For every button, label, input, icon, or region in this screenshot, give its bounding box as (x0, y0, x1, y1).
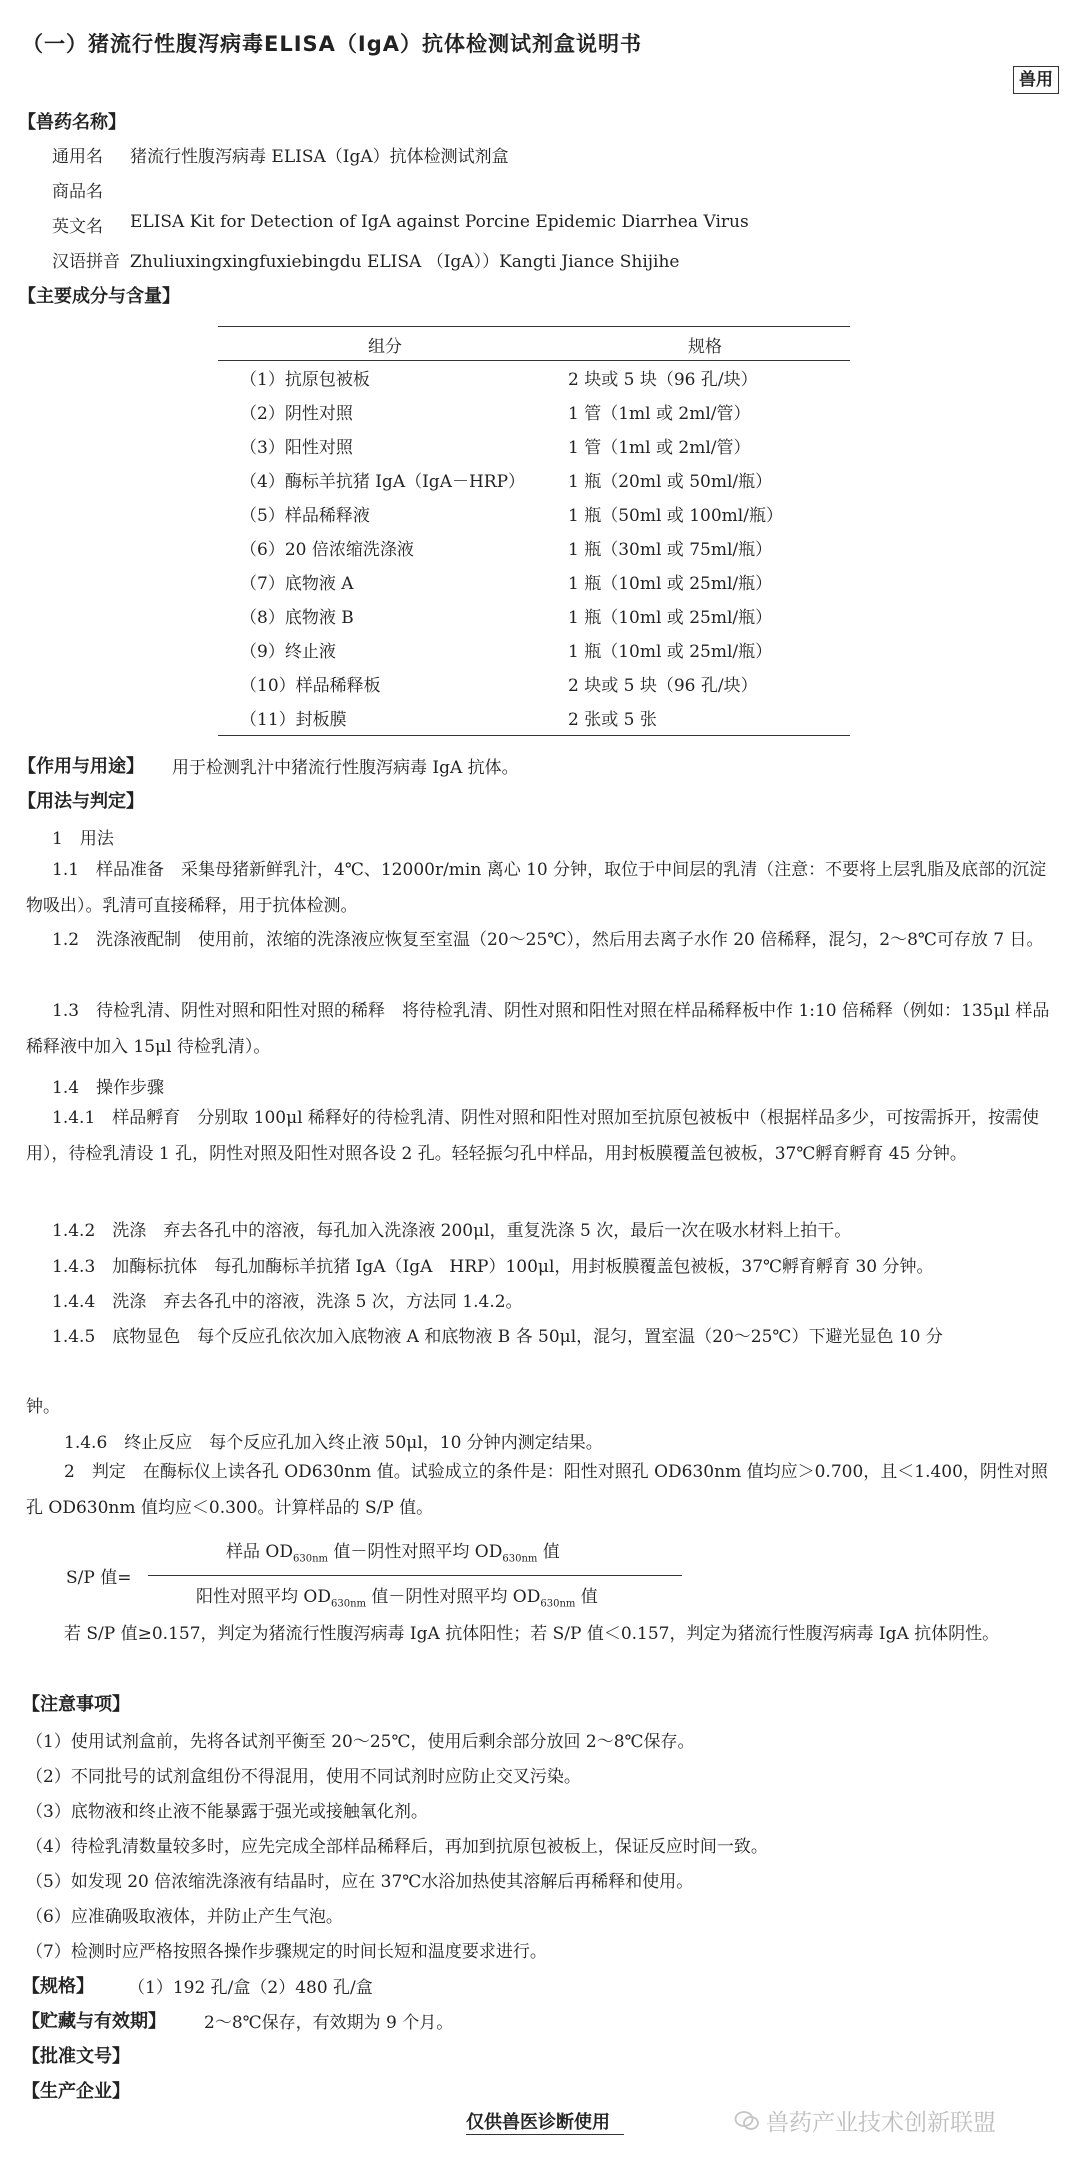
component-name: （3）阳性对照 (240, 438, 353, 458)
value-common-name: 猪流行性腹泻病毒 ELISA（IgA）抗体检测试剂盒 (130, 147, 509, 167)
component-spec: 2 张或 5 张 (568, 710, 657, 730)
component-spec: 1 瓶（10ml 或 25ml/瓶） (568, 642, 773, 662)
component-spec: 2 块或 5 块（96 孔/块） (568, 676, 758, 696)
formula-label: S/P 值= (66, 1568, 132, 1588)
section-heading-manufacturer: 【生产企业】 (22, 2081, 130, 2102)
component-name: （4）酶标羊抗猪 IgA（IgA－HRP） (240, 472, 526, 492)
step-1-4-5-continued: 钟。 (26, 1397, 60, 1417)
component-name: （2）阴性对照 (240, 404, 353, 424)
component-spec: 1 管（1ml 或 2ml/管） (568, 438, 751, 458)
judgement-rule: 若 S/P 值≥0.157，判定为猪流行性腹泻病毒 IgA 抗体阳性；若 S/P 值＜0.157，判定为猪流行性腹泻病毒 IgA 抗体阴性。 (64, 1624, 1000, 1644)
component-name: （5）样品稀释液 (240, 506, 370, 526)
numerator-subscript-1: 630nm (292, 1553, 328, 1565)
numerator-part-c: 值 (537, 1542, 560, 1562)
note-item: （2）不同批号的试剂盒组份不得混用，使用不同试剂时应防止交叉污染。 (26, 1767, 581, 1787)
label-common-name: 通用名 (52, 147, 103, 167)
table-row (218, 565, 850, 599)
component-name: （11）封板膜 (240, 710, 347, 730)
note-item: （6）应准确吸取液体，并防止产生气泡。 (26, 1907, 343, 1927)
section-heading-storage: 【贮藏与有效期】 (22, 2011, 166, 2032)
section-heading-usage: 【作用与用途】 (18, 756, 144, 777)
section-heading-drug-name: 【兽药名称】 (18, 112, 126, 133)
note-item: （5）如发现 20 倍浓缩洗涤液有结晶时，应在 37℃水浴加热使其溶解后再稀释和使用。 (26, 1872, 694, 1892)
component-name: （6）20 倍浓缩洗涤液 (240, 540, 414, 560)
table-row (218, 701, 850, 735)
component-name: （10）样品稀释板 (240, 676, 381, 696)
judgement-text: 2 判定 在酶标仪上读各孔 OD630nm 值。试验成立的条件是：阳性对照孔 OD630nm 值均应＞0.700，且＜1.400，阴性对照孔 OD630nm 值均应＜0.300。计算样品的 S/P 值。 (26, 1462, 1048, 1518)
table-top-rule (218, 326, 850, 327)
wechat-icon (734, 2108, 760, 2134)
veterinary-tag: 兽用 (1013, 66, 1059, 94)
footer-note: 仅供兽医诊断使用 (466, 2112, 610, 2133)
table-row (218, 531, 850, 565)
component-spec: 1 瓶（10ml 或 25ml/瓶） (568, 574, 773, 594)
document-title: （一）猪流行性腹泻病毒ELISA（IgA）抗体检测试剂盒说明书 (22, 32, 643, 56)
step-1-1: 1.1 样品准备 采集母猪新鲜乳汁，4℃、12000r/min 离心 10 分钟，取位于中间层的乳清（注意：不要将上层乳脂及底部的沉淀物吸出）。乳清可直接稀释，用于抗体检测。 (26, 860, 1047, 916)
step-1-4-6: 1.4.6 终止反应 每个反应孔加入终止液 50μl，10 分钟内测定结果。 (64, 1433, 603, 1453)
denominator-subscript-1: 630nm (330, 1598, 366, 1610)
denominator-part-c: 值 (575, 1587, 598, 1607)
footer-underline (466, 2134, 624, 2135)
component-spec: 1 瓶（30ml 或 75ml/瓶） (568, 540, 773, 560)
label-trade-name: 商品名 (52, 182, 103, 202)
table-row (218, 667, 850, 701)
label-pinyin: 汉语拼音 (52, 252, 120, 272)
table-row (218, 429, 850, 463)
table-row (218, 497, 850, 531)
formula-numerator (226, 1537, 560, 1564)
table-row (218, 361, 850, 395)
table-row (218, 599, 850, 633)
denominator-part-a: 阳性对照平均 OD (196, 1587, 331, 1607)
step-1-4: 1.4 操作步骤 (52, 1078, 165, 1098)
value-english-name: ELISA Kit for Detection of IgA against Porcine Epidemic Diarrhea Virus (130, 212, 749, 232)
label-english-name: 英文名 (52, 217, 103, 237)
section-heading-components: 【主要成分与含量】 (18, 286, 180, 307)
note-item: （7）检测时应严格按照各操作步骤规定的时间长短和温度要求进行。 (26, 1942, 547, 1962)
numerator-subscript-2: 630nm (502, 1553, 538, 1565)
step-1-4-4: 1.4.4 洗涤 弃去各孔中的溶液，洗涤 5 次，方法同 1.4.2。 (52, 1292, 523, 1312)
method-subheading-usage: 1 用法 (52, 829, 114, 849)
note-item: （4）待检乳清数量较多时，应先完成全部样品稀释后，再加到抗原包被板上，保证反应时间一致。 (26, 1837, 768, 1857)
denominator-subscript-2: 630nm (540, 1598, 576, 1610)
component-spec: 1 瓶（50ml 或 100ml/瓶） (568, 506, 783, 526)
watermark-text: 兽药产业技术创新联盟 (766, 2110, 996, 2136)
section-heading-method: 【用法与判定】 (18, 791, 144, 812)
table-header-component: 组分 (368, 337, 402, 357)
section-heading-approval: 【批准文号】 (22, 2046, 130, 2067)
table-row (218, 395, 850, 429)
table-header-row (218, 328, 850, 362)
component-name: （7）底物液 A (240, 574, 354, 594)
step-1-4-2: 1.4.2 洗涤 弃去各孔中的溶液，每孔加入洗涤液 200μl，重复洗涤 5 次，最后一次在吸水材料上拍干。 (52, 1221, 852, 1241)
value-pinyin: Zhuliuxingxingfuxiebingdu ELISA （IgA））Kangti Jiance Shijihe (130, 252, 680, 272)
table-row (218, 463, 850, 497)
step-1-4-3: 1.4.3 加酶标抗体 每孔加酶标羊抗猪 IgA（IgA HRP）100μl，用封板膜覆盖包被板，37℃孵育孵育 30 分钟。 (52, 1257, 934, 1277)
component-spec: 1 瓶（10ml 或 25ml/瓶） (568, 608, 773, 628)
section-heading-notes: 【注意事项】 (22, 1694, 130, 1715)
usage-text: 用于检测乳汁中猪流行性腹泻病毒 IgA 抗体。 (172, 758, 519, 778)
step-1-4-5: 1.4.5 底物显色 每个反应孔依次加入底物液 A 和底物液 B 各 50μl，混匀，置室温（20～25℃）下避光显色 10 分 (52, 1327, 943, 1347)
fraction-bar (148, 1575, 682, 1576)
table-bottom-rule (218, 735, 850, 736)
component-spec: 1 瓶（20ml 或 50ml/瓶） (568, 472, 773, 492)
component-name: （9）终止液 (240, 642, 336, 662)
component-spec: 1 管（1ml 或 2ml/管） (568, 404, 751, 424)
component-spec: 2 块或 5 块（96 孔/块） (568, 370, 758, 390)
table-row (218, 633, 850, 667)
component-name: （1）抗原包被板 (240, 370, 370, 390)
step-1-2: 1.2 洗涤液配制 使用前，浓缩的洗涤液应恢复至室温（20～25℃），然后用去离子水作 20 倍稀释，混匀，2～8℃可存放 7 日。 (52, 930, 1044, 950)
formula-denominator (196, 1582, 598, 1609)
component-name: （8）底物液 B (240, 608, 354, 628)
section-heading-spec: 【规格】 (22, 1976, 94, 1997)
denominator-part-b: 值－阴性对照平均 OD (366, 1587, 541, 1607)
table-header-spec: 规格 (688, 337, 722, 357)
storage-text: 2～8℃保存，有效期为 9 个月。 (204, 2013, 454, 2033)
numerator-part-b: 值－阴性对照平均 OD (328, 1542, 503, 1562)
note-item: （1）使用试剂盒前，先将各试剂平衡至 20～25℃，使用后剩余部分放回 2～8℃保存。 (26, 1732, 695, 1752)
spec-text: （1）192 孔/盒（2）480 孔/盒 (128, 1978, 373, 1998)
step-1-4-1: 1.4.1 样品孵育 分别取 100μl 稀释好的待检乳清、阴性对照和阳性对照加至抗原包被板中（根据样品多少，可按需拆开，按需使用），待检乳清设 1 孔，阴性对照及阳性对照各设 2 孔。轻轻振匀孔中样品，用封板膜覆盖包被板，37℃孵育孵育 45 分钟。 (26, 1108, 1039, 1164)
step-1-3: 1.3 待检乳清、阴性对照和阳性对照的稀释 将待检乳清、阴性对照和阳性对照在样品稀释板中作 1:10 倍稀释（例如：135μl 样品稀释液中加入 15μl 待检乳清）。 (26, 1001, 1050, 1057)
note-item: （3）底物液和终止液不能暴露于强光或接触氧化剂。 (26, 1802, 428, 1822)
numerator-part-a: 样品 OD (226, 1542, 293, 1562)
